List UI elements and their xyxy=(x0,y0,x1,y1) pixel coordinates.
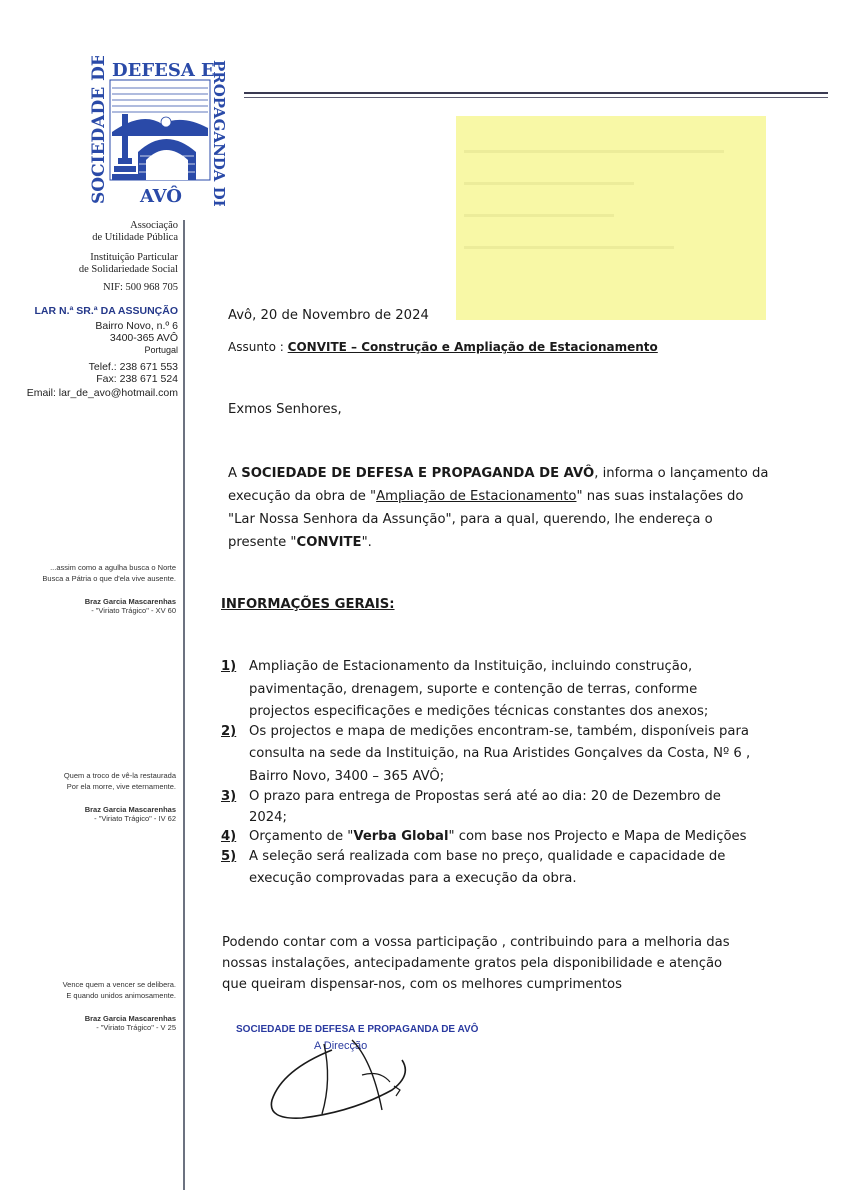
sender-contacts: Telef.: 238 671 553 Fax: 238 671 524 xyxy=(88,361,178,385)
sender-address: Bairro Novo, n.º 6 3400-365 AVÔ Portugal xyxy=(95,320,178,355)
stamp-direction: A Direcção xyxy=(314,1040,368,1052)
logo-text-left: SOCIEDADE DE xyxy=(89,56,109,204)
sender-lar-name: LAR N.ª SR.ª DA ASSUNÇÃO xyxy=(34,305,178,317)
logo-text-bottom: AVÔ xyxy=(140,186,182,206)
section-title: INFORMAÇÕES GERAIS: xyxy=(221,597,395,612)
logo-text-right: PROPAGANDA DE xyxy=(210,60,228,206)
quote-2: Quem a troco de vê-la restaurada Por ela morre, vive eternamente. Braz Garcia Mascarenhas - "Viriato Trágico" - IV 62 xyxy=(63,771,176,823)
left-column-rule xyxy=(183,220,185,1190)
subject-label: Assunto : xyxy=(228,340,284,354)
logo-text-top: DEFESA E xyxy=(112,60,215,81)
quote-3: Vence quem a vencer se delibera. E quando unidos animosamente. Braz Garcia Mascarenhas - "Viriato Trágico" - V 25 xyxy=(62,980,176,1032)
quote-1: ...assim como a agulha busca o Norte Busca a Pátria o que d'ela vive ausente. Braz Garcia Mascarenhas - "Viriato Trágico" - XV 60 xyxy=(42,563,176,615)
stamp-organization: SOCIEDADE DE DEFESA E PROPAGANDA DE AVÔ xyxy=(236,1024,479,1035)
header-rule xyxy=(244,92,828,94)
sender-association: Associação de Utilidade Pública xyxy=(92,220,178,243)
letter-greeting: Exmos Senhores, xyxy=(228,402,342,417)
letter-date: Avô, 20 de Novembro de 2024 xyxy=(228,308,429,323)
letter-subject xyxy=(228,340,658,354)
handwritten-signature xyxy=(262,1020,442,1130)
recipient-address-label xyxy=(456,116,766,320)
sender-email: Email: lar_de_avo@hotmail.com xyxy=(26,387,178,399)
sender-ipss: Instituição Particular de Solidariedade Social xyxy=(78,252,178,275)
sender-nif: NIF: 500 968 705 xyxy=(103,282,178,293)
header-rule-thin xyxy=(244,97,828,98)
subject-text: CONVITE – Construção e Ampliação de Estacionamento xyxy=(287,340,658,354)
organization-logo xyxy=(82,56,230,206)
